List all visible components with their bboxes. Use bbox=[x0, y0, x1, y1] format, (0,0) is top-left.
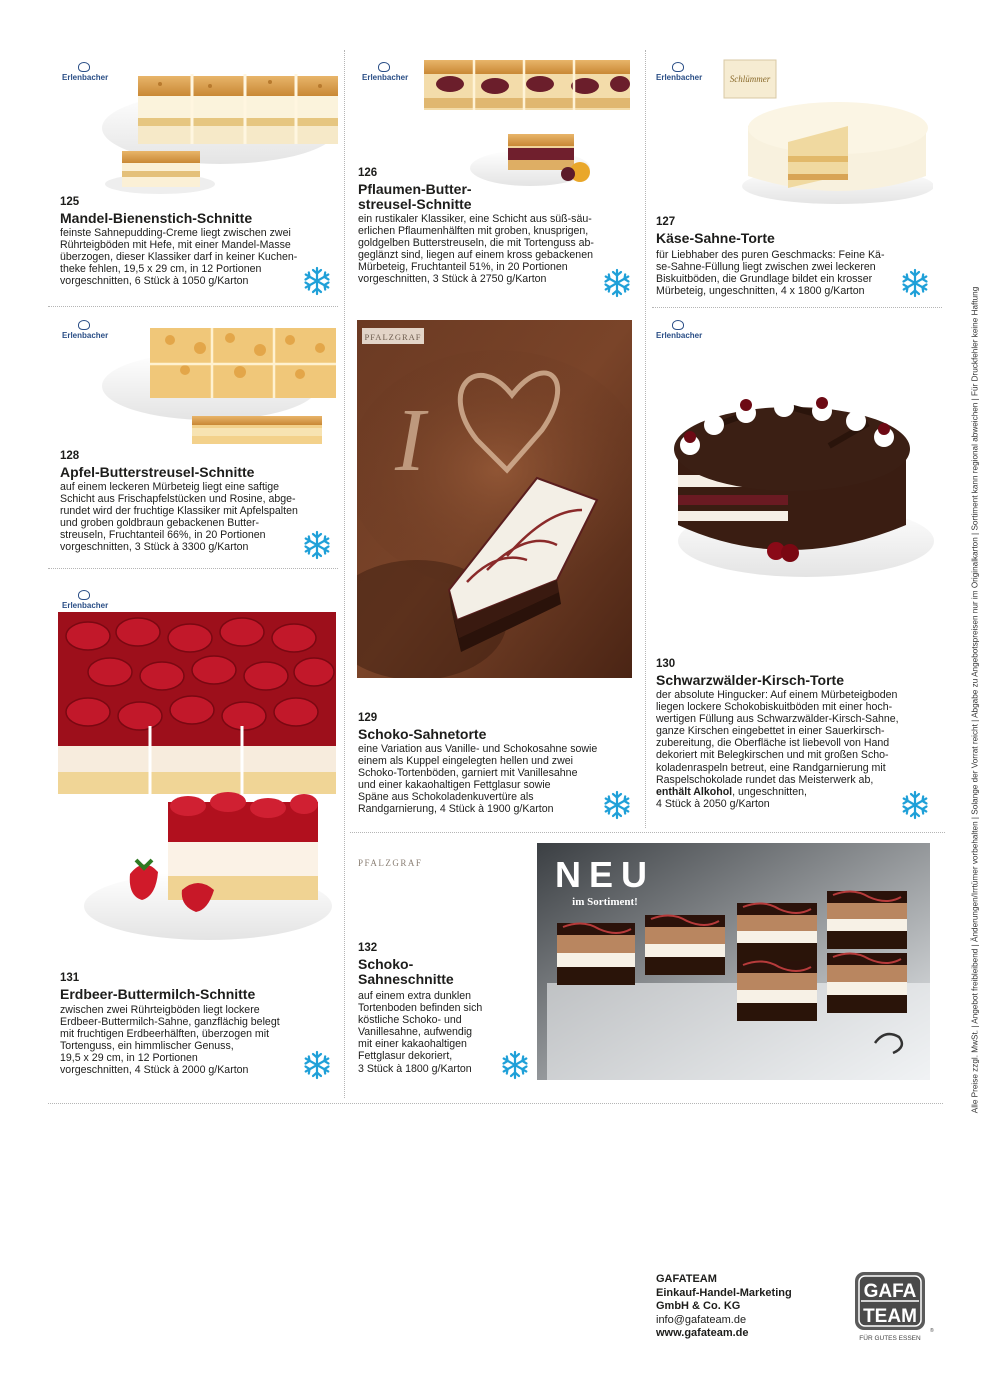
erlenbacher-logo: Erlenbacher bbox=[656, 320, 702, 340]
frozen-snowflake-icon bbox=[900, 268, 930, 298]
product-title-131: Erdbeer-Buttermilch-Schnitte bbox=[60, 986, 256, 1002]
product-image-125 bbox=[100, 56, 340, 196]
separator-col1 bbox=[344, 50, 345, 1098]
separator-bottom bbox=[48, 1103, 943, 1104]
company-website-link[interactable]: www.gafateam.de bbox=[656, 1327, 749, 1339]
frozen-snowflake-icon bbox=[302, 1050, 332, 1080]
product-number-125: 125 bbox=[60, 196, 80, 208]
cocoa-letter-i: I bbox=[395, 391, 425, 490]
product-description-126: ein rustikaler Klassiker, eine Schicht aus süß-säu- erlichen Pflaumenhälften mit groben, knusprigen, goldgelben Butterstreuseln, die mit Tortenguss ab- geglänzt sind, liegen auf einem kross gebackenen Mürbeteig, Fruchtanteil 51%, in 20 Portionen vorgeschnitten, 3 Stück à 2750 g/Karton bbox=[358, 213, 594, 286]
product-title-125: Mandel-Bienenstich-Schnitte bbox=[60, 210, 253, 226]
product-number-127: 127 bbox=[656, 216, 676, 228]
erlenbacher-logo: Erlenbacher bbox=[62, 320, 108, 340]
product-title-126: Pflaumen-Butter- streusel-Schnitte bbox=[358, 181, 472, 212]
separator-col2 bbox=[645, 50, 646, 828]
product-title-132: Schoko- Sahneschnitte bbox=[358, 956, 454, 987]
product-number-128: 128 bbox=[60, 450, 80, 462]
logo-gafa-text: GAFA bbox=[863, 1281, 917, 1302]
product-title-127: Käse-Sahne-Torte bbox=[656, 230, 775, 246]
pfalzgraf-logo: PFALZGRAF bbox=[364, 332, 422, 342]
gafateam-logo bbox=[851, 1270, 941, 1342]
erlenbacher-logo: Erlenbacher bbox=[62, 590, 108, 610]
company-address: GAFATEAM Einkauf-Handel-Marketing GmbH & Co. KG info@gafateam.de www.gafateam.de bbox=[656, 1273, 792, 1339]
logo-tagline: FÜR GUTES ESSEN bbox=[859, 1335, 921, 1342]
product-image-131 bbox=[58, 606, 336, 946]
separator-row2-mid bbox=[350, 832, 945, 833]
frozen-snowflake-icon bbox=[602, 790, 632, 820]
product-description-125: feinste Sahnepudding-Creme liegt zwischen zwei Rührteigböden mit Hefe, mit einer Mandel-Masse überzogen, dieser Klassiker darf in keiner Kuchen- theke fehlen, 19,5 x 29 cm, in 12 Portionen vorgeschnitten, 6 Stück à 1050 g/Karton bbox=[60, 227, 298, 288]
product-number-129: 129 bbox=[358, 712, 378, 724]
product-image-127 bbox=[718, 56, 933, 206]
product-number-132: 132 bbox=[358, 942, 378, 954]
company-email-link[interactable]: info@gafateam.de bbox=[656, 1313, 747, 1326]
neu-badge-subtitle: im Sortiment! bbox=[572, 896, 638, 908]
product-number-126: 126 bbox=[358, 167, 378, 179]
product-image-129 bbox=[357, 320, 632, 678]
erlenbacher-logo: Erlenbacher bbox=[362, 62, 408, 82]
schlaemmer-logo-text: Schlümmer bbox=[729, 74, 771, 84]
product-title-129: Schoko-Sahnetorte bbox=[358, 726, 487, 742]
erlenbacher-logo: Erlenbacher bbox=[62, 62, 108, 82]
product-description-127: für Liebhaber des puren Geschmacks: Feine Kä- se-Sahne-Füllung liegt zwischen zwei leckeren Biskuitböden, die Grundlage bildet ein krosser Mürbeteig, ungeschnitten, 4 x 1800 g/Karton bbox=[656, 249, 885, 298]
pfalzgraf-logo: PFALZGRAF bbox=[358, 858, 423, 868]
separator-row1-left bbox=[48, 306, 338, 307]
product-image-132 bbox=[537, 843, 930, 1080]
product-image-130 bbox=[656, 345, 938, 585]
product-title-130: Schwarzwälder-Kirsch-Torte bbox=[656, 672, 845, 688]
product-title-128: Apfel-Butterstreusel-Schnitte bbox=[60, 464, 255, 480]
frozen-snowflake-icon bbox=[500, 1050, 530, 1080]
separator-row1-right bbox=[652, 307, 942, 308]
frozen-snowflake-icon bbox=[302, 530, 332, 560]
product-description-128: auf einem leckeren Mürbeteig liegt eine saftige Schicht aus Frischapfelstücken und Rosine, abge- rundet wird der fruchtige Klassiker mit Apfelspalten und groben goldbraun gebackenen Butter- streuseln, Fruchtanteil 66%, in 20 Portionen vorgeschnitten, 3 Stück à 3300 g/Karton bbox=[60, 481, 298, 554]
frozen-snowflake-icon bbox=[602, 268, 632, 298]
frozen-snowflake-icon bbox=[302, 266, 332, 296]
product-image-128 bbox=[100, 320, 340, 446]
neu-badge-title: NEU bbox=[554, 854, 656, 895]
product-description-132: auf einem extra dunklen Tortenboden befinden sich köstliche Schoko- und Vanillesahne, aufwendig mit einer kakaohaltigen Fettglasur dekoriert, 3 Stück à 1800 g/Karton bbox=[358, 990, 483, 1075]
product-number-130: 130 bbox=[656, 658, 676, 670]
product-number-131: 131 bbox=[60, 972, 80, 984]
registered-mark: ® bbox=[930, 1328, 934, 1334]
company-name: GAFATEAM bbox=[656, 1273, 717, 1285]
logo-team-text: TEAM bbox=[863, 1306, 917, 1327]
separator-row2-left bbox=[48, 568, 338, 569]
legal-sidebar-note: Alle Preise zzgl. MwSt. | Angebot freibleibend | Änderungen/Irrtümer vorbehalten | Solange der Vorrat reicht | Abgabe zu Angebotspreisen nur im Originalkarton | Sortiment kann regional abweichen | Für Druckfehler keine Haftung bbox=[970, 286, 980, 1114]
product-description-131: zwischen zwei Rührteigböden liegt lockere Erdbeer-Buttermilch-Sahne, ganzflächig belegt mit fruchtigen Erdbeerhälften, überzogen mit Tortenguss, ein himmlischer Genuss, 19,5 x 29 cm, in 12 Portionen vorgeschnitten, 4 Stück à 2000 g/Karton bbox=[60, 1004, 280, 1077]
product-description-129: eine Variation aus Vanille- und Schokosahne sowie einem als Kuppel eingelegten hellen und zwei Schoko-Tortenböden, garniert mit Vanillesahne und einer kakaohaltigen Fettglasur sowie Späne aus Schokoladenkuvertüre als Randgarnierung, 4 Stück à 1900 g/Karton bbox=[358, 743, 598, 816]
erlenbacher-logo: Erlenbacher bbox=[656, 62, 702, 82]
frozen-snowflake-icon bbox=[900, 790, 930, 820]
product-description-130: der absolute Hingucker: Auf einem Mürbeteigboden liegen lockere Schokobiskuitböden mit einer hoch- wertigen Füllung aus Schwarzwälder-Kirsch-Sahne, ganze Kirschen eingebettet in einer Sauerkirsch- zubereitung, die Oberfläche ist liebevoll von Hand dekoriert mit Belegkirschen und mit großen Scho- koladenraspeln betreut, eine Randgarnierung mit Raspelschokolade rundet das Meisterwerk ab, enthält Alkohol, ungeschnitten, 4 Stück à 2050 g/Karton bbox=[656, 689, 899, 810]
product-image-126 bbox=[420, 56, 632, 188]
